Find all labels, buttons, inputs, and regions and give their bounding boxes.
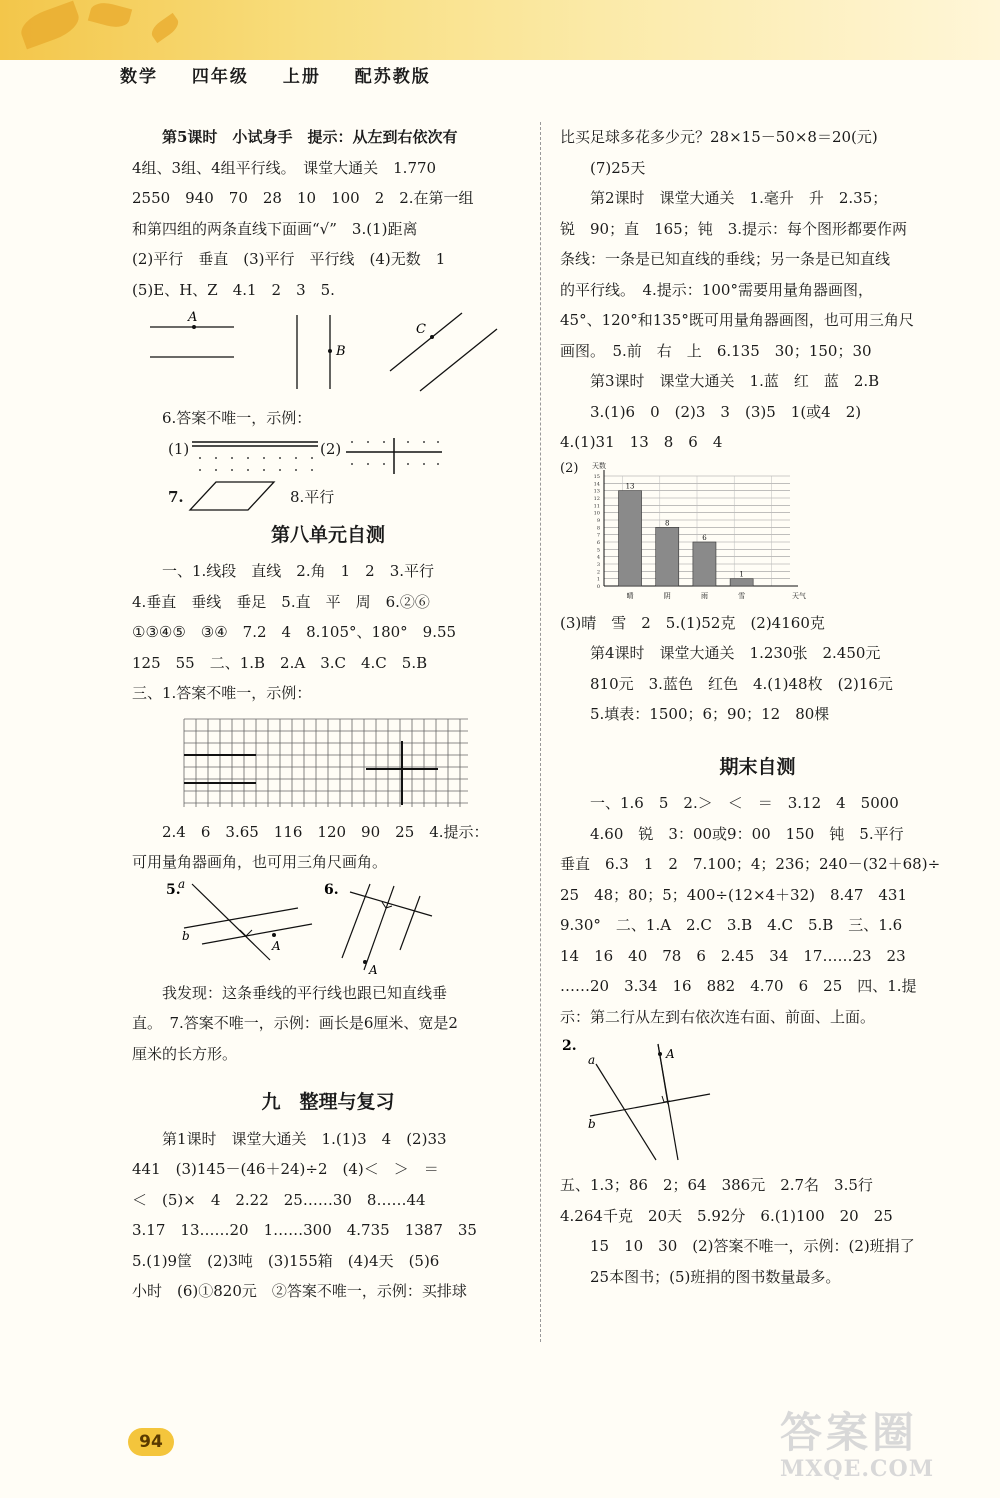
perpendicular-figure-6 — [320, 878, 490, 988]
answer-line: 4.60 锐 3：00或9：00 150 钝 5.平行 — [590, 824, 904, 843]
answer-line: 直。 7.答案不唯一，示例：画长是6厘米、宽是2 — [132, 1014, 458, 1032]
answer-line: 4.264千克 20天 5.92分 6.(1)100 20 25 — [560, 1206, 893, 1225]
grid-figure — [132, 713, 524, 813]
perpendicular-figure-5 — [162, 878, 332, 978]
answer-line: 25本图书；(5)班捐的图书数量最多。 — [590, 1267, 841, 1286]
item-label: 8.平行 — [290, 487, 335, 506]
page-number-badge: 94 — [128, 1428, 174, 1456]
answer-line: 可用量角器画角，也可用三角尺画角。 — [132, 853, 388, 871]
data-label: 6 — [702, 533, 707, 542]
right-column — [560, 122, 955, 1292]
answer-line: 4组、3组、4组平行线。 课堂大通关 1.770 — [132, 158, 437, 177]
y-tick-label: 12 — [593, 495, 600, 502]
answer-line: 一、1.6 5 2.＞ ＜ ＝ 3.12 4 5000 — [590, 794, 899, 812]
watermark-url: MXQE.COM — [780, 1456, 935, 1482]
item-label: (2) — [560, 460, 579, 476]
answer-line: 2.4 6 3.65 116 120 90 25 4.提示： — [162, 822, 489, 841]
answer-line: ①③④⑤ ③④ 7.2 4 8.105°、180° 9.55 — [132, 623, 457, 641]
parallelogram-row — [132, 478, 524, 514]
line-label: b — [588, 1117, 596, 1131]
answer-line: ＜ (5)× 4 2.22 25……30 8……44 — [132, 1190, 426, 1209]
data-label: 8 — [665, 518, 670, 527]
watermark-text: 答案圈 — [780, 1408, 919, 1457]
answer-line: 3.(1)6 0 (2)3 3 (3)5 1(或4 2) — [590, 402, 862, 421]
answer-line: 厘米的长方形。 — [132, 1044, 238, 1063]
data-label: 13 — [625, 482, 635, 491]
point-label: C — [416, 322, 426, 337]
y-tick-label: 11 — [593, 502, 600, 509]
answer-line: 的平行线。 4.提示：100°需要用量角器画图， — [560, 280, 873, 299]
item-label: 5. — [166, 881, 181, 898]
parallel-lines-figure — [132, 309, 512, 399]
x-tick-label: 雨 — [700, 591, 708, 600]
y-tick-label: 5 — [596, 546, 600, 553]
answer-line: ……20 3.34 16 882 4.70 6 25 四、1.提 — [560, 977, 917, 995]
y-tick-label: 6 — [596, 539, 600, 546]
x-axis-label: 天气 — [792, 591, 806, 600]
answer-line: 9.30° 二、1.A 2.C 3.B 4.C 5.B 三、1.6 — [560, 916, 903, 934]
answer-line: 3.17 13……20 1……300 4.735 1387 35 — [132, 1221, 477, 1239]
volume-label: 上册 — [282, 67, 321, 87]
answer-line: (7)25天 — [590, 158, 646, 177]
weather-bar-chart — [580, 460, 810, 606]
weather-chart-block — [560, 458, 955, 608]
y-tick-label: 7 — [596, 532, 600, 539]
section-title: 第八单元自测 — [270, 523, 385, 546]
answer-line: 我发现：这条垂线的平行线也跟已知直线垂 — [162, 983, 448, 1002]
point-label: A — [369, 962, 378, 977]
y-tick-label: 14 — [593, 480, 600, 487]
item-label: (2) — [320, 439, 342, 458]
item-label: 2. — [562, 1038, 577, 1054]
y-tick-label: 4 — [596, 554, 600, 561]
chart-bar — [619, 490, 642, 585]
y-tick-label: 0 — [596, 583, 600, 590]
chart-bar — [656, 527, 679, 586]
dot-grid-2 — [344, 436, 444, 476]
answer-line: 125 55 二、1.B 2.A 3.C 4.C 5.B — [132, 653, 428, 672]
leaf-decoration — [17, 1, 84, 50]
y-tick-label: 2 — [596, 568, 600, 575]
grade-label: 四年级 — [191, 67, 249, 87]
y-tick-label: 15 — [593, 473, 600, 480]
leaf-decoration — [148, 13, 182, 43]
answer-line: 小时 (6)①820元 ②答案不唯一，示例：买排球 — [132, 1282, 467, 1300]
answer-line: 441 (3)145－(46＋24)÷2 (4)＜ ＞ ＝ — [132, 1160, 439, 1178]
answer-line: 第4课时 课堂大通关 1.230张 2.450元 — [590, 644, 881, 662]
answer-line: 垂直 6.3 1 2 7.100；4；236；240－(32＋68)÷ — [560, 855, 941, 873]
answer-line: 五、1.3；86 2；64 386元 2.7名 3.5行 — [560, 1176, 873, 1194]
y-tick-label: 9 — [596, 517, 600, 524]
page-header — [120, 62, 457, 87]
answer-line: 5.(1)9筐 (2)3吨 (3)155箱 (4)4天 (5)6 — [132, 1251, 440, 1270]
parallelogram-figure — [188, 480, 278, 512]
y-tick-label: 1 — [596, 576, 600, 583]
y-tick-label: 8 — [596, 524, 600, 531]
x-tick-label: 雪 — [738, 591, 746, 600]
subject-label: 数学 — [120, 67, 158, 87]
point-label: B — [336, 344, 346, 359]
answer-line: 第5课时 小试身手 提示：从左到右依次有 — [162, 128, 458, 146]
decorative-banner — [0, 0, 1000, 60]
answer-line: 比买足球多花多少元？28×15－50×8＝20(元) — [560, 128, 878, 146]
item-label: (1) — [168, 439, 190, 458]
answer-line: 4.(1)31 13 8 6 4 — [560, 433, 723, 451]
answer-line: 5.填表：1500；6；90；12 80棵 — [590, 705, 830, 723]
y-tick-label: 13 — [593, 488, 600, 495]
answer-line: 和第四组的两条直线下面画“√” 3.(1)距离 — [132, 219, 418, 238]
answer-line: 第3课时 课堂大通关 1.蓝 红 蓝 2.B — [590, 372, 880, 390]
answer-line: 25 48；80；5；400÷(12×4＋32) 8.47 431 — [560, 885, 908, 904]
left-column — [132, 122, 524, 1307]
answer-line: 15 10 30 (2)答案不唯一，示例：(2)班捐了 — [590, 1237, 915, 1255]
chart-bar — [730, 578, 753, 585]
item-label: 7. — [168, 487, 184, 506]
answer-line: 6.答案不唯一，示例： — [162, 409, 312, 427]
answer-line: 14 16 40 78 6 2.45 34 17……23 23 — [560, 946, 906, 965]
y-axis-label: 天数 — [592, 461, 606, 470]
answer-line: 第2课时 课堂大通关 1.毫升 升 2.35； — [590, 189, 888, 207]
chart-bar — [693, 542, 716, 586]
section-title: 九 整理与复习 — [261, 1091, 395, 1113]
point-label: A — [666, 1047, 675, 1061]
line-label: b — [182, 928, 190, 943]
dot-grid-figures — [132, 434, 524, 478]
answer-line: (2)平行 垂直 (3)平行 平行线 (4)无数 1 — [132, 250, 446, 268]
point-label: A — [272, 938, 281, 953]
answer-line: (5)E、H、Z 4.1 2 3 5. — [132, 280, 335, 299]
answer-line: 画图。 5.前 右 上 6.135 30；150；30 — [560, 341, 872, 360]
answer-line: 4.垂直 垂线 垂足 5.直 平 周 6.②⑥ — [132, 592, 430, 611]
final-perpendicular-figure — [560, 1036, 760, 1166]
x-tick-label: 晴 — [626, 591, 634, 600]
line-label: a — [178, 877, 186, 891]
line-label: a — [588, 1053, 596, 1067]
answer-line: 810元 3.蓝色 红色 4.(1)48枚 (2)16元 — [590, 674, 893, 693]
item-label: 6. — [324, 881, 339, 898]
answer-line: 示：第二行从左到右依次连右面、前面、上面。 — [560, 1007, 876, 1026]
dot-grid-1 — [190, 436, 320, 476]
y-tick-label: 10 — [593, 510, 600, 517]
watermark-logo — [780, 1400, 980, 1490]
leaf-decoration — [88, 0, 132, 31]
answer-line: (3)晴 雪 2 5.(1)52克 (2)4160克 — [560, 613, 825, 632]
answer-line: 三、1.答案不唯一，示例： — [132, 684, 312, 702]
answer-line: 45°、120°和135°既可用量角器画图，也可用三角尺 — [560, 311, 914, 329]
column-divider — [540, 122, 541, 1342]
answer-line: 第1课时 课堂大通关 1.(1)3 4 (2)33 — [162, 1129, 447, 1148]
edition-label: 配苏教版 — [354, 67, 431, 87]
x-tick-label: 阴 — [663, 591, 671, 600]
data-label: 1 — [739, 570, 744, 579]
answer-line: 锐 90；直 165；钝 3.提示：每个图形都要作两 — [560, 219, 908, 238]
y-tick-label: 3 — [596, 561, 600, 568]
answer-line: 条线：一条是已知直线的垂线；另一条是已知直线 — [560, 250, 891, 268]
point-label: A — [188, 310, 198, 325]
perpendicular-figures — [132, 878, 524, 978]
answer-line: 一、1.线段 直线 2.角 1 2 3.平行 — [162, 562, 435, 580]
answer-line: 2550 940 70 28 10 100 2 2.在第一组 — [132, 189, 474, 207]
section-title: 期末自测 — [719, 755, 796, 778]
